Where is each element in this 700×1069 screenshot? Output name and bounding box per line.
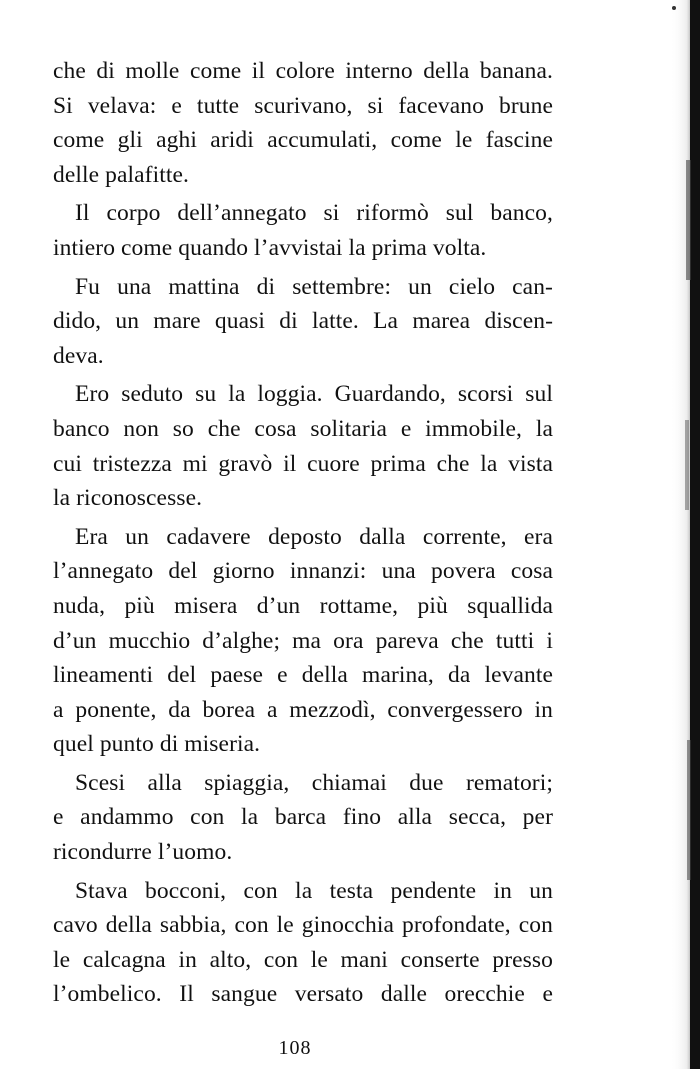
text-line: nuda, più misera d’un rottame, più squallida: [53, 592, 553, 619]
text-line: che di molle come il colore interno della banana.: [53, 58, 553, 84]
text-line: e andammo con la barca fino alla secca, per: [53, 804, 553, 831]
text-line: intiero come quando l’avvistai la prima volta.: [53, 234, 487, 261]
text-line: l’ombelico. Il sangue versato dalle orecchie e: [53, 981, 553, 1008]
text-line: Fu una mattina di settembre: un cielo can‐: [75, 273, 553, 300]
text-line: Era un cadavere deposto dalla corrente, era: [75, 523, 553, 550]
text-line: ricondurre l’uomo.: [53, 839, 233, 866]
text-line: Scesi alla spiaggia, chiamai due rematori;: [75, 769, 553, 796]
paragraph: [53, 520, 553, 762]
paragraph: [53, 196, 553, 265]
text-line: lineamenti del paese e della marina, da levante: [53, 662, 553, 689]
text-line: Stava bocconi, con la testa pendente in un: [75, 877, 553, 904]
text-line: cavo della sabbia, con le ginocchia profondate, con: [53, 912, 553, 939]
text-line: Si velava: e tutte scurivano, si facevano brune: [53, 92, 553, 119]
text-line: deva.: [53, 342, 104, 369]
paragraph: [53, 874, 553, 1012]
text-line: come gli aghi aridi accumulati, come le fascine: [53, 127, 553, 154]
text-line: Ero seduto su la loggia. Guardando, scorsi sul: [75, 381, 553, 408]
text-line: dido, un mare quasi di latte. La marea discen‐: [53, 308, 553, 335]
paragraph: [53, 54, 553, 192]
text-line: cui tristezza mi gravò il cuore prima che la vista: [53, 450, 553, 477]
text-line: l’annegato del giorno innanzi: una povera cosa: [53, 558, 553, 585]
text-line: delle palafitte.: [53, 161, 190, 188]
paragraph: [53, 377, 553, 515]
text-line: quel punto di miseria.: [53, 731, 261, 758]
page-number: 108: [278, 1037, 312, 1059]
text-line: d’un mucchio d’alghe; ma ora pareva che tutti i: [53, 627, 553, 654]
paragraph: [53, 270, 553, 374]
text-line: a ponente, da borea a mezzodì, convergessero in: [53, 696, 553, 723]
body-text: [53, 54, 553, 1012]
text-line: banco non so che cosa solitaria e immobile, la: [53, 415, 553, 442]
text-line: le calcagna in alto, con le mani conserte presso: [53, 946, 553, 973]
page-binding-edge: [630, 0, 700, 1069]
text-line: Il corpo dell’annegato si riformò sul banco,: [75, 200, 553, 227]
paragraph: [53, 766, 553, 870]
text-line: la riconoscesse.: [53, 485, 203, 512]
